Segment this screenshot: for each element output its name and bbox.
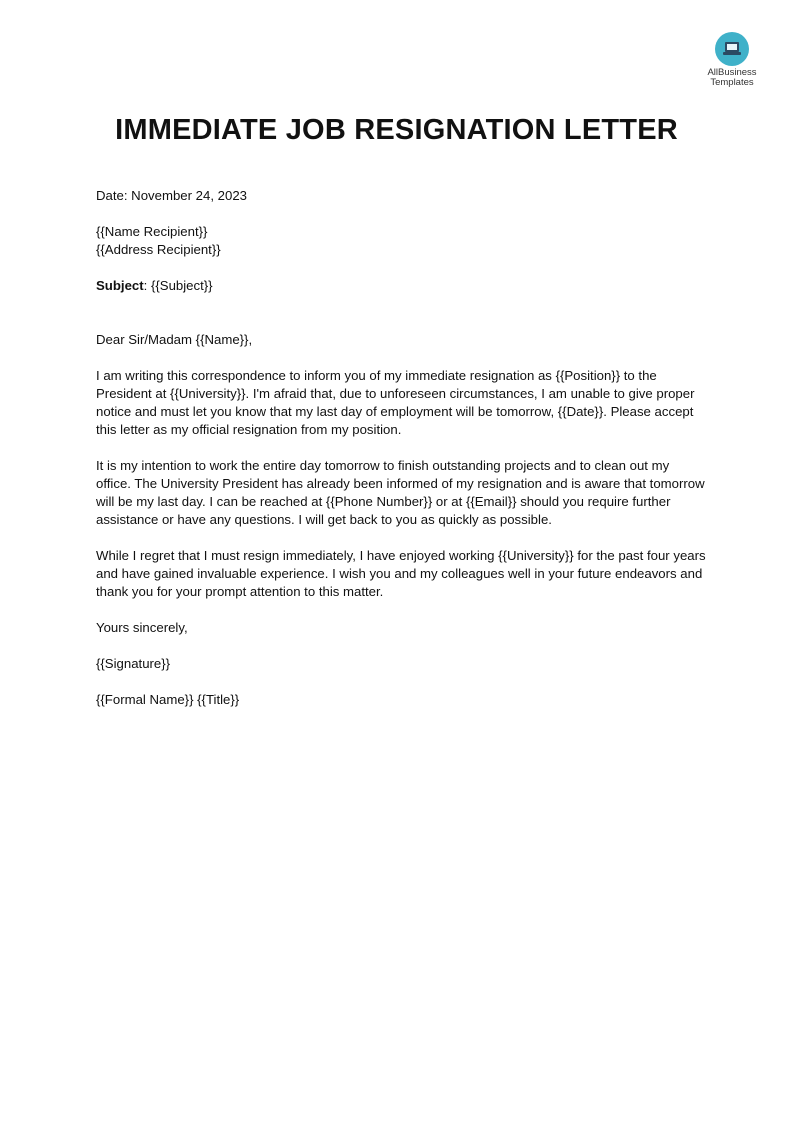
recipient-name: {{Name Recipient}} <box>96 224 208 239</box>
document-title: IMMEDIATE JOB RESIGNATION LETTER <box>115 114 678 146</box>
letter-body <box>96 187 706 709</box>
recipient-address: {{Address Recipient}} <box>96 242 221 257</box>
logo-text <box>700 68 764 88</box>
paragraph-3: While I regret that I must resign immediately, I have enjoyed working {{University}} for the past four years and have gained invaluable experience. I wish you and my colleagues well in your future endeavors and thank you for your prompt attention to this matter. <box>96 548 706 599</box>
formal-name: {{Formal Name}} {{Title}} <box>96 692 240 707</box>
logo-line-2: Templates <box>710 77 754 88</box>
brand-logo <box>700 32 764 88</box>
laptop-icon <box>715 32 749 66</box>
letter-date: Date: November 24, 2023 <box>96 188 248 203</box>
signature: {{Signature}} <box>96 656 171 671</box>
subject-line <box>96 277 706 295</box>
paragraph-1: I am writing this correspondence to inform you of my immediate resignation as {{Position}} to the President at {{University}}. I'm afraid that, due to unforeseen circumstances, I am unable to give proper notice and must let you know that my last day of employment will be tomorrow, {{Date}}. Please accept this letter as my official resignation from my position. <box>96 368 695 437</box>
subject-label: Subject <box>96 278 144 293</box>
salutation: Dear Sir/Madam {{Name}}, <box>96 332 253 347</box>
subject-value: : {{Subject}} <box>143 278 213 293</box>
closing: Yours sincerely, <box>96 620 188 635</box>
logo-line-1: AllBusiness <box>707 67 757 78</box>
paragraph-2: It is my intention to work the entire day tomorrow to finish outstanding projects and to clean out my office. The University President has already been informed of my resignation and is aware that tomorrow will be my last day. I can be reached at {{Phone Number}} or at {{Email}} should you require further assistance or have any questions. I will get back to you as quickly as possible. <box>96 458 705 527</box>
